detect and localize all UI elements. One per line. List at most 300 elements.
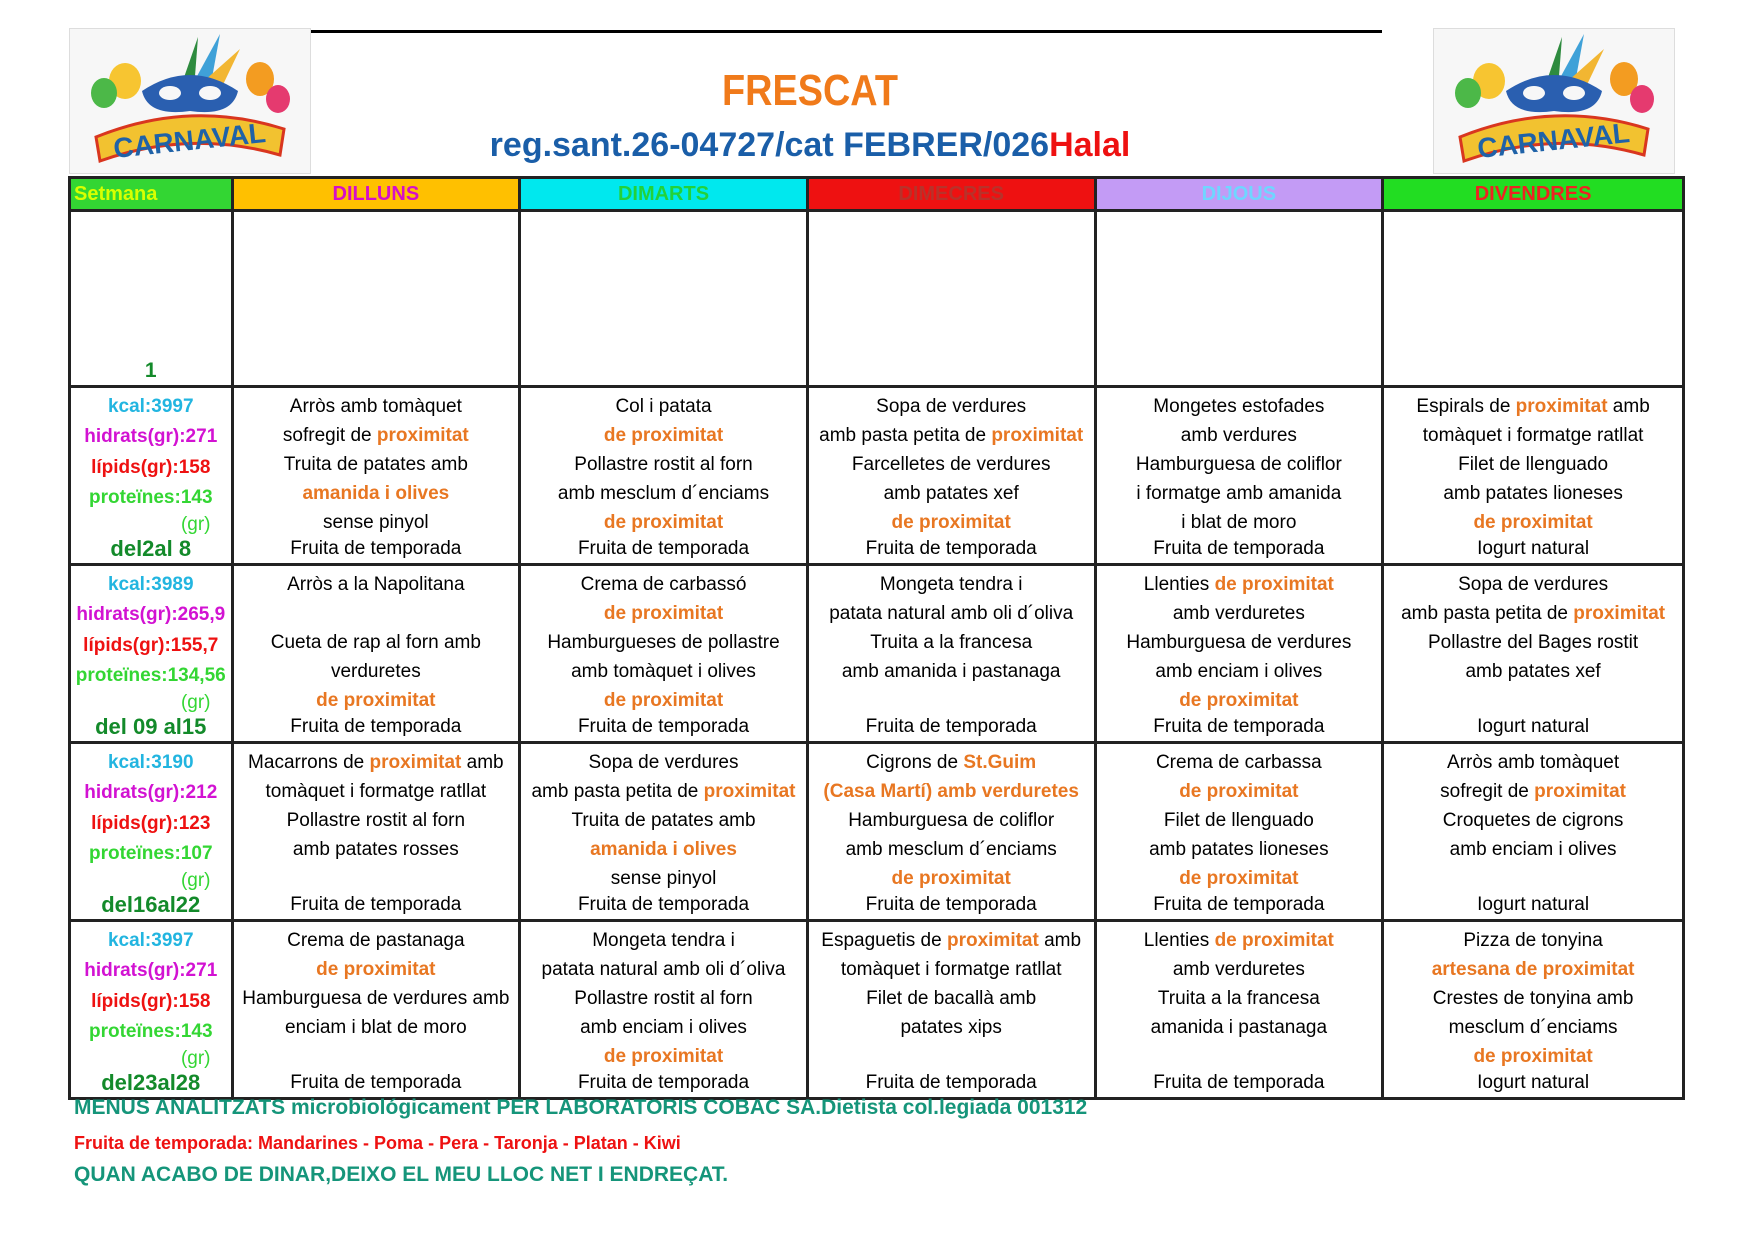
dish-text: amb pasta petita de xyxy=(531,781,704,802)
svg-text:CARNAVAL: CARNAVAL xyxy=(1475,117,1632,164)
day-menu-cell xyxy=(1095,921,1383,1099)
dish-text: Cueta de rap al forn amb xyxy=(270,632,481,653)
proximitat-highlight: proximitat xyxy=(991,425,1084,446)
dish-line xyxy=(1097,421,1382,450)
day-cell-blank xyxy=(232,211,520,387)
proximitat-highlight: de proximitat xyxy=(891,868,1011,889)
lipids-value: lípids(gr):155,7 xyxy=(83,634,219,656)
proximitat-highlight: de proximitat xyxy=(603,425,724,446)
dish-line xyxy=(234,392,519,421)
dish-line xyxy=(521,421,806,450)
dessert-line xyxy=(521,1071,806,1095)
dish-text: Fruita de temporada xyxy=(290,716,462,737)
week-summary-cell xyxy=(70,921,233,1099)
dish-line xyxy=(521,599,806,628)
week-cell-blank xyxy=(70,211,233,387)
proteines-value: proteïnes:107 xyxy=(88,843,213,865)
blank-week-row xyxy=(70,211,1684,387)
dish-text: Fruita de temporada xyxy=(865,538,1037,559)
dish-text: Pollastre rostit al forn xyxy=(574,454,753,475)
dish-text: Fruita de temporada xyxy=(577,538,750,559)
day-menu-cell xyxy=(232,921,520,1099)
dish-line xyxy=(1384,1013,1682,1042)
dish-text: Filet de bacallà amb xyxy=(866,988,1037,1009)
dish-text: Mongeta tendra i xyxy=(592,930,735,951)
dish-text: verduretes xyxy=(330,661,421,682)
dish-line xyxy=(234,955,519,984)
kcal-value: kcal:3997 xyxy=(107,396,194,417)
menu-table xyxy=(68,176,1685,1100)
dish-text: Iogurt natural xyxy=(1477,1072,1590,1093)
day-menu-cell xyxy=(1383,743,1684,921)
column-header-dimecres: DIMECRES xyxy=(807,178,1095,211)
dish-line xyxy=(1384,599,1682,628)
dish-line xyxy=(1384,450,1682,479)
dessert-line xyxy=(234,893,519,917)
dish-text: tomàquet i formatge ratllat xyxy=(1422,425,1644,446)
dish-line xyxy=(809,508,1094,537)
dish-line xyxy=(1097,1042,1382,1071)
dish-line xyxy=(521,628,806,657)
dessert-line xyxy=(1384,893,1682,917)
dessert-line xyxy=(1097,1071,1382,1095)
dish-text: Hamburguesa de verdures amb xyxy=(242,988,510,1009)
dish-line xyxy=(809,955,1094,984)
dish-line xyxy=(809,657,1094,686)
dish-line xyxy=(1097,955,1382,984)
dish-line xyxy=(1097,508,1382,537)
analysis-note: MENUS ANALITZATS microbiológicament PER LABORATORIS COBAC SA.Dietista col.legiada 001312 xyxy=(74,1096,1088,1119)
dish-line xyxy=(1384,392,1682,421)
dish-text: Truita a la francesa xyxy=(870,632,1033,653)
dish-line xyxy=(521,1013,806,1042)
kcal-value: kcal:3989 xyxy=(107,574,194,595)
dish-text: Hamburguesa de coliflor xyxy=(848,810,1055,831)
dish-text: amb patates lioneses xyxy=(1443,483,1623,504)
proteines-value: proteïnes:134,56 xyxy=(75,665,226,687)
dish-line xyxy=(234,864,519,893)
seasonal-fruit-note: Fruita de temporada: Mandarines - Poma - Pera - Taronja - Platan - Kiwi xyxy=(74,1133,681,1153)
dish-text: amb verdures xyxy=(1180,425,1297,446)
dish-text: Iogurt natural xyxy=(1477,538,1590,559)
dish-line xyxy=(1097,926,1382,955)
dish-text: amb tomàquet i olives xyxy=(571,661,756,682)
dish-text: Fruita de temporada xyxy=(577,716,750,737)
proximitat-highlight: de proximitat xyxy=(1214,930,1334,951)
day-menu-cell xyxy=(520,565,808,743)
day-cell-blank xyxy=(1383,211,1684,387)
dish-text: Filet de llenguado xyxy=(1458,454,1609,475)
dish-text: Sopa de verdures xyxy=(1458,574,1609,595)
dish-line xyxy=(1384,777,1682,806)
dish-text: patates xips xyxy=(900,1017,1002,1038)
week-row xyxy=(70,921,1684,1099)
dish-line xyxy=(809,421,1094,450)
dish-text: tomàquet i formatge ratllat xyxy=(840,959,1062,980)
proximitat-highlight: de proximitat xyxy=(1179,781,1299,802)
dish-line xyxy=(234,748,519,777)
dish-line xyxy=(234,835,519,864)
dish-text: Fruita de temporada xyxy=(865,716,1037,737)
dish-line xyxy=(809,479,1094,508)
dish-line xyxy=(1384,955,1682,984)
dish-text: sofregit de xyxy=(1440,781,1535,802)
dessert-line xyxy=(234,1071,519,1095)
dessert-line xyxy=(809,893,1094,917)
kcal-value: kcal:3190 xyxy=(107,752,194,773)
proximitat-highlight: St.Guim xyxy=(963,752,1037,773)
dish-line xyxy=(1097,686,1382,715)
dish-text: Llenties xyxy=(1143,574,1215,595)
week-dates: del23al28 xyxy=(101,1069,201,1095)
dish-text: Hamburguesa de coliflor xyxy=(1135,454,1342,475)
dish-text: Espaguetis de xyxy=(821,930,947,951)
dessert-line xyxy=(521,715,806,739)
dish-text: Fruita de temporada xyxy=(290,538,462,559)
dish-line xyxy=(1097,479,1382,508)
dish-line xyxy=(1097,1013,1382,1042)
day-menu-cell xyxy=(1383,921,1684,1099)
dessert-line xyxy=(234,537,519,561)
dish-line xyxy=(521,508,806,537)
dish-text: amb xyxy=(1038,930,1082,951)
dish-line xyxy=(809,599,1094,628)
dish-line xyxy=(521,450,806,479)
day-menu-cell xyxy=(807,387,1095,565)
dessert-line xyxy=(1384,1071,1682,1095)
dish-text: Fruita de temporada xyxy=(290,894,462,915)
dish-text: patata natural amb oli d´oliva xyxy=(829,603,1074,624)
dish-text: amb enciam i olives xyxy=(1155,661,1323,682)
dish-text: amb patates xef xyxy=(1465,661,1601,682)
dish-text: Pollastre rostit al forn xyxy=(286,810,466,831)
dish-line xyxy=(234,479,519,508)
dish-line xyxy=(1097,984,1382,1013)
dish-line xyxy=(1384,686,1682,715)
top-rule xyxy=(308,30,1382,33)
dish-line xyxy=(1384,657,1682,686)
dish-text: mesclum d´enciams xyxy=(1448,1017,1618,1038)
day-menu-cell xyxy=(520,387,808,565)
dish-text: Fruita de temporada xyxy=(290,1072,462,1093)
dish-line xyxy=(234,657,519,686)
day-menu-cell xyxy=(807,565,1095,743)
dish-text: Fruita de temporada xyxy=(577,894,750,915)
dessert-line xyxy=(1384,537,1682,561)
dish-line xyxy=(1384,479,1682,508)
dish-line xyxy=(521,835,806,864)
day-menu-cell xyxy=(232,743,520,921)
proximitat-highlight: proximitat xyxy=(1515,396,1608,417)
lipids-value: lípids(gr):123 xyxy=(91,812,211,834)
dish-line xyxy=(521,777,806,806)
dish-line xyxy=(234,777,519,806)
dish-line xyxy=(809,777,1094,806)
dish-text: Filet de llenguado xyxy=(1163,810,1314,831)
dessert-line xyxy=(809,715,1094,739)
dish-text: Macarrons de xyxy=(248,752,370,773)
dish-line xyxy=(809,686,1094,715)
dish-text: Llenties xyxy=(1143,930,1215,951)
proximitat-highlight: proximitat xyxy=(376,425,469,446)
dish-line xyxy=(1097,657,1382,686)
dish-text: Iogurt natural xyxy=(1477,894,1590,915)
dish-text: Espirals de xyxy=(1416,396,1516,417)
column-header-dimarts: DIMARTS xyxy=(520,178,808,211)
dish-text: amb patates rosses xyxy=(292,839,459,860)
dish-line xyxy=(234,686,519,715)
dish-text: amb enciam i olives xyxy=(580,1017,747,1038)
dish-text: Mongeta tendra i xyxy=(879,574,1023,595)
proximitat-highlight: de proximitat xyxy=(603,603,724,624)
hidrats-value: hidrats(gr):271 xyxy=(84,960,218,982)
proteines-value: proteïnes:143 xyxy=(88,1021,213,1043)
registration-text: reg.sant.26-04727/cat FEBRER/026 xyxy=(489,126,1050,164)
dish-text: Pizza de tonyina xyxy=(1463,930,1603,951)
dish-line xyxy=(521,1042,806,1071)
dish-text: patata natural amb oli d´oliva xyxy=(541,959,786,980)
dish-line xyxy=(521,926,806,955)
dish-line xyxy=(809,984,1094,1013)
dish-line xyxy=(1097,748,1382,777)
dish-text: Crema de carbassa xyxy=(1155,752,1322,773)
column-header-dilluns: DILLUNS xyxy=(232,178,520,211)
dish-text: Hamburgueses de pollastre xyxy=(547,632,780,653)
week-summary-cell xyxy=(70,565,233,743)
dish-line xyxy=(234,421,519,450)
dish-text: Fruita de temporada xyxy=(1153,716,1325,737)
proximitat-highlight: de proximitat xyxy=(603,690,724,711)
day-menu-cell xyxy=(807,921,1095,1099)
dish-line xyxy=(521,479,806,508)
day-menu-cell xyxy=(1095,387,1383,565)
week-summary-cell xyxy=(70,387,233,565)
proximitat-highlight: de proximitat xyxy=(1214,574,1334,595)
dish-line xyxy=(521,806,806,835)
grams-unit-label: (gr) xyxy=(180,1047,211,1069)
day-menu-cell xyxy=(232,387,520,565)
dish-text: Truita a la francesa xyxy=(1157,988,1320,1009)
dish-text: Pollastre rostit al forn xyxy=(574,988,753,1009)
lipids-value: lípids(gr):158 xyxy=(91,990,211,1012)
dish-line xyxy=(809,392,1094,421)
dish-text: Hamburguesa de verdures xyxy=(1126,632,1352,653)
dish-line xyxy=(1384,570,1682,599)
proximitat-highlight: de proximitat xyxy=(1473,512,1593,533)
dish-text: Crestes de tonyina amb xyxy=(1432,988,1634,1009)
dish-line xyxy=(234,450,519,479)
proximitat-highlight: de proximitat xyxy=(1179,690,1299,711)
proximitat-highlight: (Casa Martí) amb verduretes xyxy=(823,781,1079,802)
page-title: FRESCAT xyxy=(722,66,898,115)
day-menu-cell xyxy=(1095,743,1383,921)
proximitat-highlight: de proximitat xyxy=(316,690,436,711)
hidrats-value: hidrats(gr):212 xyxy=(84,782,218,804)
dessert-line xyxy=(1097,537,1382,561)
week-row xyxy=(70,565,1684,743)
dish-text: Pollastre del Bages rostit xyxy=(1428,632,1639,653)
dish-text: Mongetes estofades xyxy=(1153,396,1325,417)
day-menu-cell xyxy=(1383,565,1684,743)
dish-line xyxy=(1097,450,1382,479)
dish-text: amanida i pastanaga xyxy=(1150,1017,1328,1038)
dish-text: Crema de pastanaga xyxy=(287,930,465,951)
dessert-line xyxy=(234,715,519,739)
dish-line xyxy=(521,392,806,421)
dish-text: Col i patata xyxy=(615,396,712,417)
dish-text: Fruita de temporada xyxy=(865,1072,1037,1093)
dish-line xyxy=(1384,835,1682,864)
day-cell-blank xyxy=(1095,211,1383,387)
proximitat-highlight: proximitat xyxy=(703,781,796,802)
dish-line xyxy=(234,1042,519,1071)
dish-line xyxy=(1097,628,1382,657)
dessert-line xyxy=(1384,715,1682,739)
dessert-line xyxy=(1097,893,1382,917)
dish-line xyxy=(521,570,806,599)
week-dates: del 09 al15 xyxy=(95,713,207,739)
dish-text: Arròs a la Napolitana xyxy=(287,574,465,595)
dish-text: amb xyxy=(461,752,504,773)
week-number: 1 xyxy=(144,359,157,382)
dish-text: amb pasta petita de xyxy=(1401,603,1574,624)
dish-line xyxy=(1384,1042,1682,1071)
dish-line xyxy=(1097,599,1382,628)
dish-text: amb mesclum d´enciams xyxy=(845,839,1057,860)
column-header-divendres: DIVENDRES xyxy=(1383,178,1684,211)
column-header-dijous: DIJOUS xyxy=(1095,178,1383,211)
dish-line xyxy=(1097,570,1382,599)
dish-line xyxy=(809,450,1094,479)
dessert-line xyxy=(1097,715,1382,739)
dish-line xyxy=(1097,392,1382,421)
dish-line xyxy=(1384,806,1682,835)
dish-line xyxy=(1384,864,1682,893)
dish-line xyxy=(234,570,519,599)
day-menu-cell xyxy=(1383,387,1684,565)
proximitat-highlight: de proximitat xyxy=(891,512,1011,533)
dish-text: Fruita de temporada xyxy=(1153,1072,1325,1093)
dish-text: Sopa de verdures xyxy=(876,396,1027,417)
dish-text: i blat de moro xyxy=(1181,512,1297,533)
dish-line xyxy=(521,657,806,686)
proximitat-highlight: de proximitat xyxy=(603,1046,724,1067)
dish-line xyxy=(1097,777,1382,806)
dish-line xyxy=(809,835,1094,864)
dish-text: sense pinyol xyxy=(610,868,717,889)
proximitat-highlight: de proximitat xyxy=(316,959,436,980)
proximitat-highlight: proximitat xyxy=(369,752,462,773)
dish-line xyxy=(521,864,806,893)
dish-text: amb patates lioneses xyxy=(1149,839,1329,860)
dish-line xyxy=(1384,421,1682,450)
grams-unit-label: (gr) xyxy=(180,869,211,891)
day-cell-blank xyxy=(520,211,808,387)
kcal-value: kcal:3997 xyxy=(107,930,194,951)
dish-line xyxy=(1384,748,1682,777)
dish-text: Croquetes de cigrons xyxy=(1442,810,1624,831)
proximitat-highlight: artesana de proximitat xyxy=(1431,959,1635,980)
dish-text: sofregit de xyxy=(282,425,377,446)
dish-line xyxy=(234,508,519,537)
dish-text: amb verduretes xyxy=(1172,959,1305,980)
dish-line xyxy=(521,984,806,1013)
dish-line xyxy=(1097,806,1382,835)
dish-line xyxy=(809,806,1094,835)
grams-unit-label: (gr) xyxy=(180,513,211,535)
day-menu-cell xyxy=(1095,565,1383,743)
proximitat-highlight: proximitat xyxy=(1573,603,1666,624)
proteines-value: proteïnes:143 xyxy=(88,487,213,509)
dish-text: Fruita de temporada xyxy=(1153,538,1325,559)
dessert-line xyxy=(521,893,806,917)
dessert-line xyxy=(809,1071,1094,1095)
dish-line xyxy=(521,955,806,984)
day-cell-blank xyxy=(807,211,1095,387)
dish-text: Fruita de temporada xyxy=(865,894,1037,915)
dish-line xyxy=(234,926,519,955)
dish-text: tomàquet i formatge ratllat xyxy=(265,781,487,802)
dish-line xyxy=(809,1042,1094,1071)
dish-line xyxy=(809,1013,1094,1042)
proximitat-highlight: de proximitat xyxy=(1473,1046,1593,1067)
dish-line xyxy=(809,864,1094,893)
dessert-line xyxy=(809,537,1094,561)
dish-line xyxy=(1097,864,1382,893)
dish-line xyxy=(1384,984,1682,1013)
dish-text: amb verduretes xyxy=(1172,603,1305,624)
svg-text:CARNAVAL: CARNAVAL xyxy=(111,117,268,164)
dish-text: Truita de patates amb xyxy=(571,810,756,831)
grams-unit-label: (gr) xyxy=(180,691,211,713)
day-menu-cell xyxy=(232,565,520,743)
dish-text: Farcelletes de verdures xyxy=(851,454,1051,475)
dish-line xyxy=(234,599,519,628)
dish-line xyxy=(809,628,1094,657)
day-menu-cell xyxy=(807,743,1095,921)
dish-line xyxy=(521,686,806,715)
dish-text: amb amanida i pastanaga xyxy=(841,661,1061,682)
week-row xyxy=(70,387,1684,565)
day-menu-cell xyxy=(520,743,808,921)
dish-text: Crema de carbassó xyxy=(580,574,747,595)
header-row xyxy=(70,178,1684,211)
dish-line xyxy=(1384,926,1682,955)
dish-text: Cigrons de xyxy=(866,752,964,773)
dish-text: Truita de patates amb xyxy=(283,454,468,475)
proximitat-highlight: amanida i olives xyxy=(302,483,450,504)
dessert-line xyxy=(521,537,806,561)
dish-text: Fruita de temporada xyxy=(577,1072,750,1093)
lipids-value: lípids(gr):158 xyxy=(91,456,211,478)
dish-text: amb xyxy=(1607,396,1650,417)
hidrats-value: hidrats(gr):265,9 xyxy=(76,604,226,626)
week-summary-cell xyxy=(70,743,233,921)
proximitat-highlight: proximitat xyxy=(1534,781,1627,802)
dish-text: Sopa de verdures xyxy=(588,752,739,773)
proximitat-highlight: amanida i olives xyxy=(590,839,737,860)
dish-line xyxy=(234,806,519,835)
column-header-setmana: Setmana xyxy=(70,178,233,211)
dish-line xyxy=(1384,628,1682,657)
dish-text: Fruita de temporada xyxy=(1153,894,1325,915)
halal-label: Halal xyxy=(1049,126,1131,164)
day-menu-cell xyxy=(520,921,808,1099)
dish-line xyxy=(234,1013,519,1042)
proximitat-highlight: proximitat xyxy=(946,930,1039,951)
dish-line xyxy=(234,628,519,657)
dish-text: amb pasta petita de xyxy=(819,425,992,446)
